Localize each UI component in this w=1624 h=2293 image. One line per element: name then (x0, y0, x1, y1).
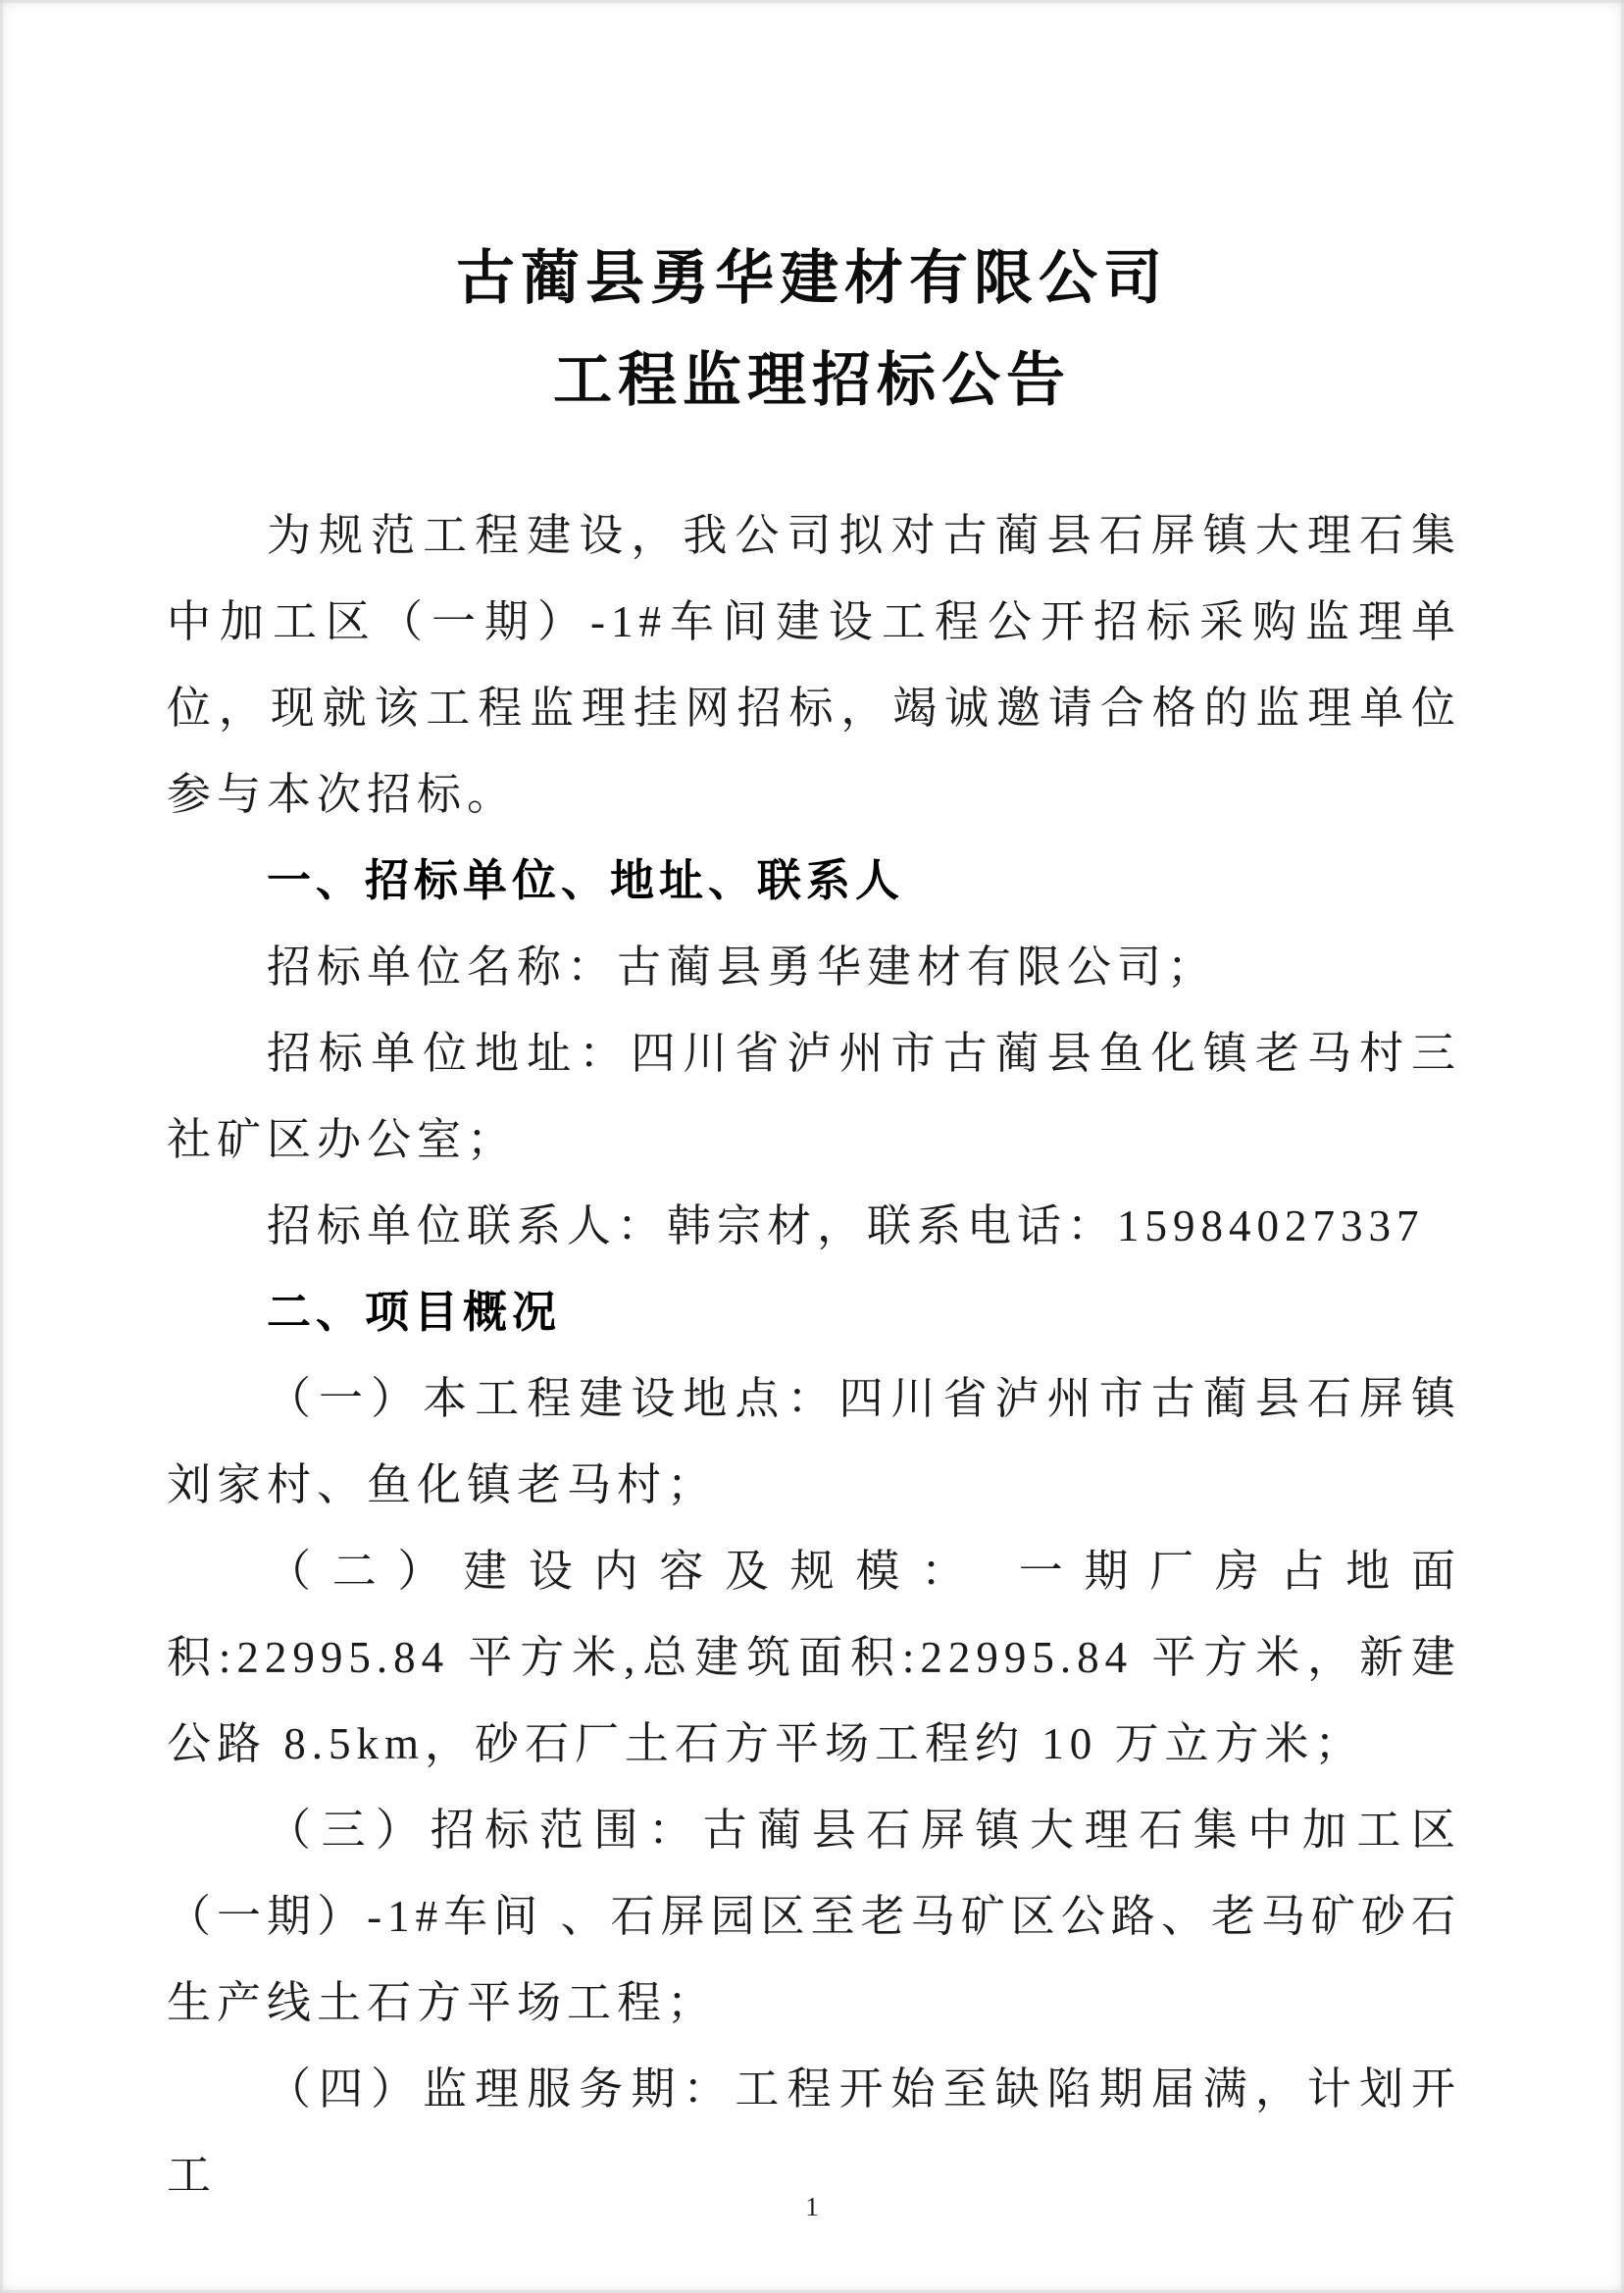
project-scale-paragraph: （二）建设内容及规模： 一期厂房占地面积:22995.84 平方米,总建筑面积:22995.84 平方米，新建公路 8.5km，砂石厂土石方平场工程约 10 万立方米； (167, 1547, 1461, 1768)
bidding-unit-contact-paragraph: 招标单位联系人：韩宗材，联系电话：15984027337 (267, 1201, 1425, 1250)
section-1-heading: 一、招标单位、地址、联系人 (267, 855, 905, 905)
scan-edge-top (0, 0, 1624, 3)
page-footer (0, 2192, 1624, 2222)
intro-paragraph: 为规范工程建设，我公司拟对古蔺县石屏镇大理石集中加工区（一期）-1#车间建设工程公开招标采购监理单位，现就该工程监理挂网招标，竭诚邀请合格的监理单位参与本次招标。 (167, 511, 1461, 819)
document-title-line-2: 工程监理招标公告 (553, 347, 1071, 413)
page-number: 1 (805, 2192, 819, 2221)
document-title (0, 0, 1624, 432)
bidding-scope-paragraph: （三）招标范围：古蔺县石屏镇大理石集中加工区（一期）-1#车间 、石屏园区至老马矿区公路、老马矿砂石生产线土石方平场工程； (167, 1806, 1461, 2027)
section-2-heading: 二、项目概况 (267, 1287, 562, 1337)
bidding-unit-address-paragraph: 招标单位地址：四川省泸州市古蔺县鱼化镇老马村三社矿区办公室； (167, 1029, 1461, 1164)
scan-edge-left (0, 0, 3, 2293)
project-location-paragraph: （一）本工程建设地点：四川省泸州市古蔺县石屏镇刘家村、鱼化镇老马村； (167, 1374, 1461, 1509)
document-title-line-1: 古蔺县勇华建材有限公司 (456, 245, 1168, 311)
document-body (0, 492, 1624, 2218)
supervision-period-paragraph: （四）监理服务期：工程开始至缺陷期届满，计划开工 (167, 2064, 1461, 2200)
bidding-unit-name-paragraph: 招标单位名称：古蔺县勇华建材有限公司； (267, 943, 1218, 992)
